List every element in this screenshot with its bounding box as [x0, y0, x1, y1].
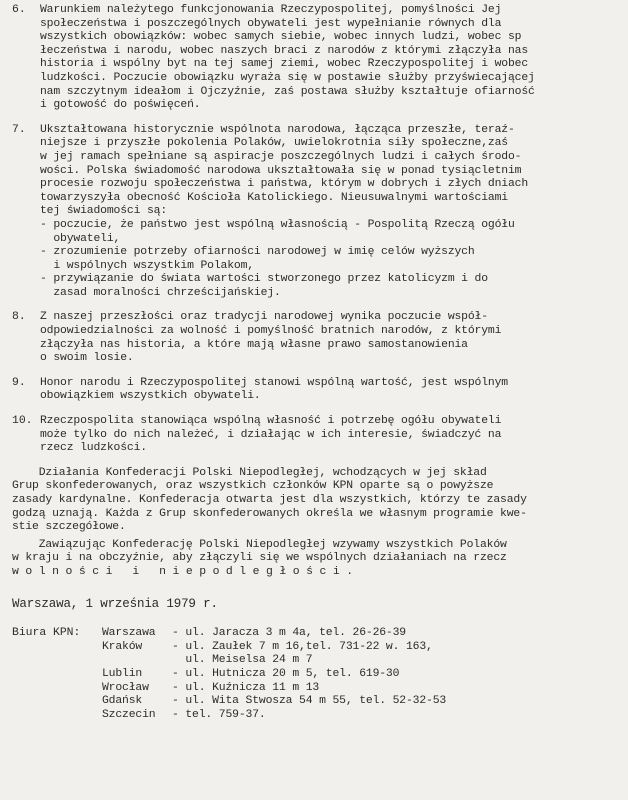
text-line: niejsze i przyszłe pokolenia Polaków, uwielokrotnia siły społeczne,zaś [40, 137, 508, 150]
text-line: Działania Konfederacji Polski Niepodległej, wchodzących w jej skład [12, 466, 487, 479]
text-line: łeczeństwa i narodu, wobec naszych braci z narodów z którymi złączyła nas [40, 44, 529, 57]
text-line: wości. Polska świadomość narodowa ukształtowała się w ponad tysiącletnim [40, 164, 522, 177]
text-line: Honor narodu i Rzeczypospolitej stanowi wspólną wartość, jest wspólnym [40, 376, 508, 389]
item-number: 9. [12, 376, 26, 389]
numbered-item [12, 124, 618, 301]
item-text [40, 4, 618, 113]
text-line: Ukształtowana historycznie wspólnota narodowa, łącząca przeszłe, teraź- [40, 123, 515, 136]
text-line: procesie rozwoju społeczeństwa i państwa, którym w dobrych i złych dniach [40, 178, 529, 191]
text-line: zasady kardynalne. Konfederacja otwarta jest dla wszystkich, którzy te zasady [12, 494, 527, 506]
text-line: o swoim losie. [40, 352, 134, 365]
text-line: ludzkości. Poczucie obowiązku wyraża się w postawie służby przyświecającej [40, 71, 535, 84]
item-number: 10. [12, 415, 33, 428]
office-address: - ul. Kuźnicza 11 m 13 [172, 681, 320, 694]
office-city: Gdańsk [102, 695, 143, 708]
item-number: 8. [12, 311, 26, 324]
numbered-item [12, 4, 618, 113]
office-row [102, 627, 618, 641]
office-list [102, 627, 618, 722]
text-line: Rzeczpospolita stanowiąca wspólną własność i potrzebę ogółu obywateli [40, 415, 502, 428]
bullet-line: - zrozumienie potrzeby ofiarności narodowej w imię celów wyższych [40, 246, 475, 259]
item-text [40, 377, 618, 404]
offices-label: Biura KPN: [12, 627, 81, 640]
closing-paragraph [12, 539, 618, 580]
text-line: tej świadomości są: [40, 205, 168, 218]
numbered-item [12, 415, 618, 456]
bullet-line: obywateli, [40, 232, 121, 245]
office-row [102, 709, 618, 723]
item-number: 6. [12, 4, 26, 16]
text-line: społeczeństwa i poszczególnych obywateli jest wypełnianie równych dla [40, 17, 502, 30]
office-row [102, 695, 618, 709]
numbered-item [12, 377, 618, 404]
office-address: ul. Meiselsa 24 m 7 [172, 654, 313, 667]
bullet-line: - przywiązanie do świata wartości stworzonego przez katolicyzm i do [40, 273, 488, 286]
text-line: obowiązkiem wszystkich obywateli. [40, 390, 261, 403]
office-city: Lublin [102, 667, 143, 680]
item-text [40, 311, 618, 365]
closing-section [12, 467, 618, 580]
office-address: - tel. 759-37. [172, 708, 266, 721]
office-city: Kraków [102, 640, 143, 653]
office-city: Wrocław [102, 681, 149, 694]
text-line: godzą uznają. Każda z Grup skonfederowanych określa we własnym programie kwe- [12, 507, 527, 520]
office-address: - ul. Wita Stwosza 54 m 55, tel. 52-32-53 [172, 695, 447, 708]
text-line: złączyła nas historia, a które mają własne prawo samostanowienia [40, 338, 468, 351]
text-line: historia i wspólny byt na tej samej ziemi, wobec Rzeczypospolitej i wobec [40, 58, 529, 71]
office-address: - ul. Jaracza 3 m 4a, tel. 26-26-39 [172, 627, 406, 640]
office-row [102, 654, 618, 668]
office-address: - ul. Hutnicza 20 m 5, tel. 619-30 [172, 667, 400, 680]
office-city: Warszawa [102, 627, 156, 640]
text-line: Zawiązując Konfederację Polski Niepodległej wzywamy wszystkich Polaków [12, 538, 507, 551]
text-line: towarzyszyła obecność Kościoła Katolickiego. Nieusuwalnymi wartościami [40, 191, 508, 204]
text-line: wszystkich obowiązków: wobec samych siebie, wobec innych ludzi, wobec sp [40, 31, 522, 44]
closing-paragraph [12, 467, 618, 535]
bullet-line: i wspólnych wszystkim Polakom, [40, 259, 254, 272]
bullet-line: - poczucie, że państwo jest wspólną własnością - Pospolitą Rzeczą ogółu [40, 218, 515, 231]
offices-block [12, 627, 618, 722]
text-line: rzecz ludzkości. [40, 442, 147, 455]
item-text [40, 415, 618, 456]
numbered-points [12, 4, 618, 456]
text-line: Grup skonfederowanych, oraz wszystkich członków KPN oparte są o powyższe [12, 480, 494, 493]
text-line: Warunkiem należytego funkcjonowania Rzeczypospolitej, pomyślności Jej [40, 4, 502, 16]
office-address: - ul. Zaułek 7 m 16,tel. 731-22 w. 163, [172, 640, 433, 653]
text-line: w jej ramach spełniane są aspiracje poszczególnych ludzi i całych środo- [40, 150, 522, 163]
text-line: stie szczegółowe. [12, 521, 126, 534]
text-line: odpowiedzialności za wolność i pomyślność bratnich narodów, z którymi [40, 325, 502, 338]
numbered-item [12, 311, 618, 365]
text-line: nam szczytnym ideałom i Ojczyźnie, zaś postawa służby kształtuje ofiarność [40, 85, 535, 98]
text-line: w o l n o ś c i i n i e p o d l e g ł o ś c i . [12, 565, 353, 578]
text-line: i gotowość do poświęceń. [40, 99, 201, 112]
text-line: może tylko do nich należeć, i działając w ich interesie, świadczyć na [40, 428, 502, 441]
office-row [102, 668, 618, 682]
office-city [102, 654, 172, 668]
office-row [102, 641, 618, 655]
item-number: 7. [12, 123, 26, 136]
date-line: Warszawa, 1 września 1979 r. [12, 596, 218, 611]
bullet-line: zasad moralności chrześcijańskiej. [40, 286, 281, 299]
office-row [102, 682, 618, 696]
text-line: w kraju i na obczyźnie, aby złączyli się we wspólnych działaniach na rzecz [12, 552, 507, 565]
item-text [40, 124, 618, 301]
office-city: Szczecin [102, 708, 156, 721]
text-line: Z naszej przeszłości oraz tradycji narodowej wynika poczucie współ- [40, 311, 488, 324]
